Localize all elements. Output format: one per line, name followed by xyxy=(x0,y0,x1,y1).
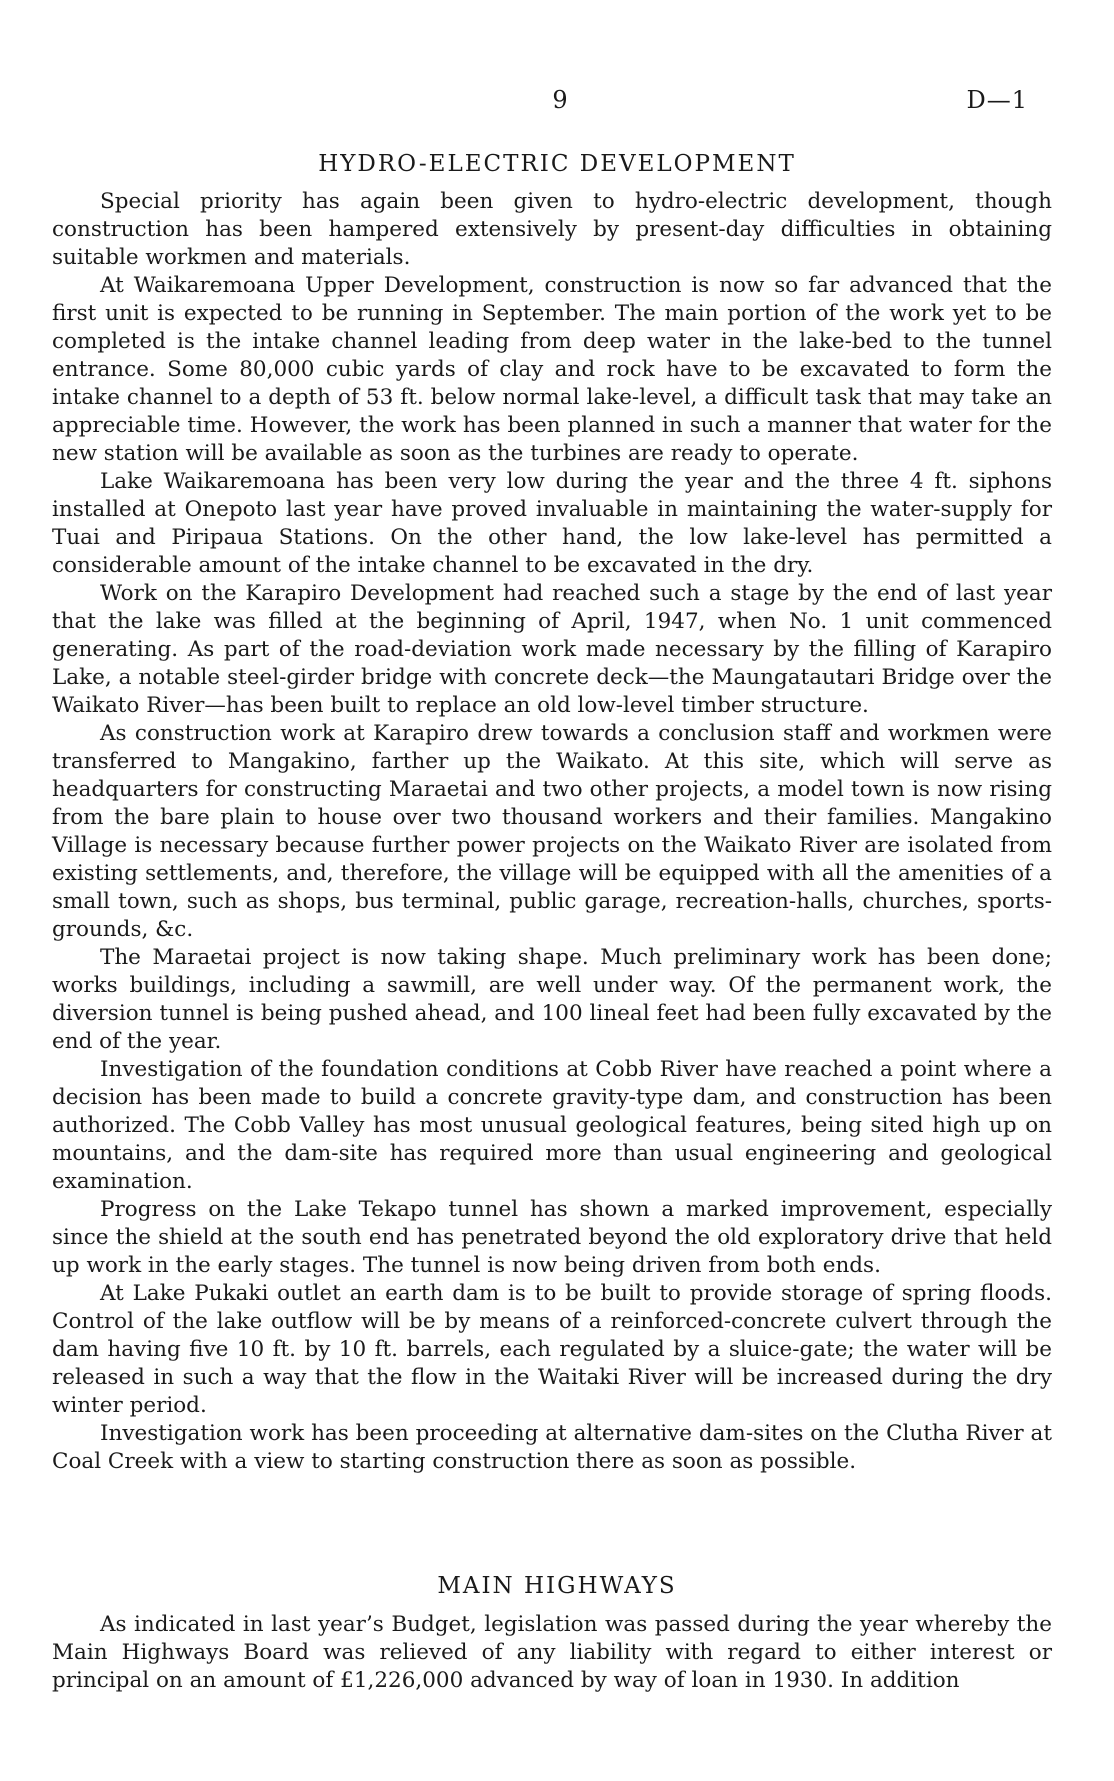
paragraph: At Lake Pukaki outlet an earth dam is to be built to provide storage of spring floods. Control of the lake outflow will be by means of a reinforced-concrete culvert through the dam having five 10 ft. by 10 ft. barrels, each regulated by a sluice-gate; the water will be released in such a way that the flow in the Waitaki River will be increased during the dry winter period. xyxy=(52,1281,1052,1418)
paragraph: Investigation of the foundation conditions at Cobb River have reached a point where a decision has been made to build a concrete gravity-type dam, and construction has been authorized. The Cobb Valley has most unusual geological features, being sited high up on mountains, and the dam-site has required more than usual engineering and geological examination. xyxy=(52,1057,1052,1194)
section-title-main-highways: MAIN HIGHWAYS xyxy=(437,1573,677,1599)
section-title-hydro-electric: HYDRO-ELECTRIC DEVELOPMENT xyxy=(318,151,796,177)
paragraph: Progress on the Lake Tekapo tunnel has shown a marked improvement, especially since the shield at the south end has penetrated beyond the old exploratory drive that held up work in the early stages. The tunnel is now being driven from both ends. xyxy=(52,1197,1052,1278)
paragraph: Work on the Karapiro Development had reached such a stage by the end of last year that the lake was filled at the beginning of April, 1947, when No. 1 unit commenced generating. As part of the road-deviation work made necessary by the filling of Karapiro Lake, a notable steel-girder bridge with concrete deck—the Maungatautari Bridge over the Waikato River—has been built to replace an old low-level timber structure. xyxy=(52,581,1052,718)
paragraph: As indicated in last year’s Budget, legislation was passed during the year whereby the Main Highways Board was relieved of any liability with regard to either interest or principal on an amount of £1,226,000 advanced by way of loan in 1930. In addition xyxy=(52,1612,1052,1693)
section-body-main-highways xyxy=(52,1611,1052,1695)
section-body-hydro-electric xyxy=(52,188,1052,1476)
paragraph: Special priority has again been given to hydro-electric development, though construction has been hampered extensively by present-day difficulties in obtaining suitable workmen and materials. xyxy=(52,189,1052,270)
paragraph: Investigation work has been proceeding at alternative dam-sites on the Clutha River at Coal Creek with a view to starting construction there as soon as possible. xyxy=(52,1421,1052,1474)
document-reference: D—1 xyxy=(966,86,1028,114)
paragraph: The Maraetai project is now taking shape. Much preliminary work has been done; works buildings, including a sawmill, are well under way. Of the permanent work, the diversion tunnel is being pushed ahead, and 100 lineal feet had been fully excavated by the end of the year. xyxy=(52,945,1052,1054)
page-number: 9 xyxy=(552,86,568,114)
paragraph: Lake Waikaremoana has been very low during the year and the three 4 ft. siphons installed at Onepoto last year have proved invaluable in maintaining the water-supply for Tuai and Piripaua Stations. On the other hand, the low lake-level has permitted a considerable amount of the intake channel to be excavated in the dry. xyxy=(52,469,1052,578)
paragraph: At Waikaremoana Upper Development, construction is now so far advanced that the first unit is expected to be running in September. The main portion of the work yet to be completed is the intake channel leading from deep water in the lake-bed to the tunnel entrance. Some 80,000 cubic yards of clay and rock have to be excavated to form the intake channel to a depth of 53 ft. below normal lake-level, a difficult task that may take an appreciable time. However, the work has been planned in such a manner that water for the new station will be available as soon as the turbines are ready to operate. xyxy=(52,273,1052,466)
paragraph: As construction work at Karapiro drew towards a conclusion staff and workmen were transferred to Mangakino, farther up the Waikato. At this site, which will serve as headquarters for constructing Maraetai and two other projects, a model town is now rising from the bare plain to house over two thousand workers and their families. Mangakino Village is necessary because further power projects on the Waikato River are isolated from existing settlements, and, therefore, the village will be equipped with all the amenities of a small town, such as shops, bus terminal, public garage, recreation-halls, churches, sports-grounds, &c. xyxy=(52,721,1052,942)
